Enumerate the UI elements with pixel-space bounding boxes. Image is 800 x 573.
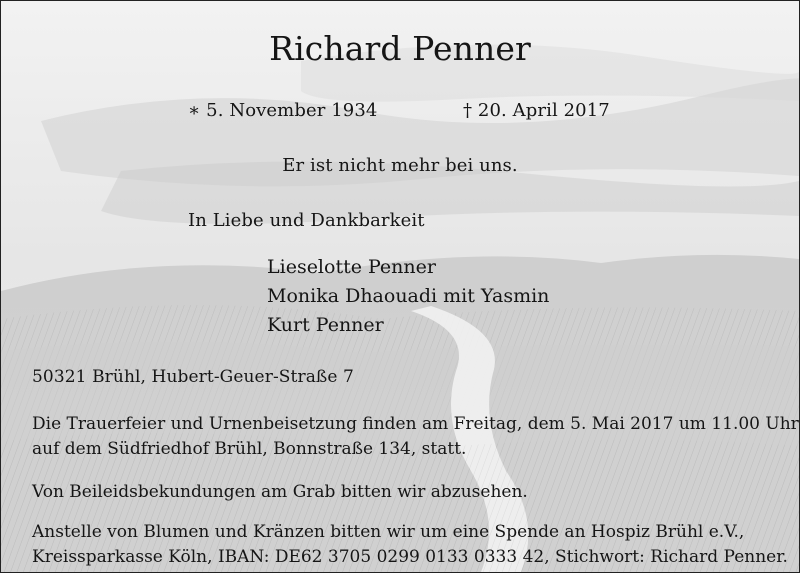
thanks-line: In Liebe und Dankbarkeit	[188, 210, 425, 231]
funeral-line: Die Trauerfeier und Urnenbeisetzung finden am Freitag, dem 5. Mai 2017 um 11.00 Uhr	[32, 414, 799, 434]
funeral-info	[32, 412, 799, 462]
birth-date: ∗ 5. November 1934	[188, 100, 378, 121]
mourner-name: Monika Dhaouadi mit Yasmin	[267, 285, 550, 307]
family-address: 50321 Brühl, Hubert-Geuer-Straße 7	[32, 367, 354, 387]
deceased-name: Richard Penner	[269, 29, 531, 68]
quote-line: Er ist nicht mehr bei uns.	[282, 155, 518, 176]
donation-line: Anstelle von Blumen und Kränzen bitten wir um eine Spende an Hospiz Brühl e.V.,	[32, 522, 745, 542]
mourner-name: Lieselotte Penner	[267, 256, 436, 278]
donation-info	[32, 520, 788, 570]
condolence-line: Von Beileidsbekundungen am Grab bitten wir abzusehen.	[32, 482, 528, 502]
mourner-name: Kurt Penner	[267, 314, 384, 336]
condolence-note	[32, 480, 528, 505]
donation-line: Kreissparkasse Köln, IBAN: DE62 3705 0299 0133 0333 42, Stichwort: Richard Penner.	[32, 547, 788, 567]
mourners-list	[267, 253, 549, 340]
funeral-line: auf dem Südfriedhof Brühl, Bonnstraße 134, statt.	[32, 439, 467, 459]
death-date: † 20. April 2017	[463, 100, 610, 121]
